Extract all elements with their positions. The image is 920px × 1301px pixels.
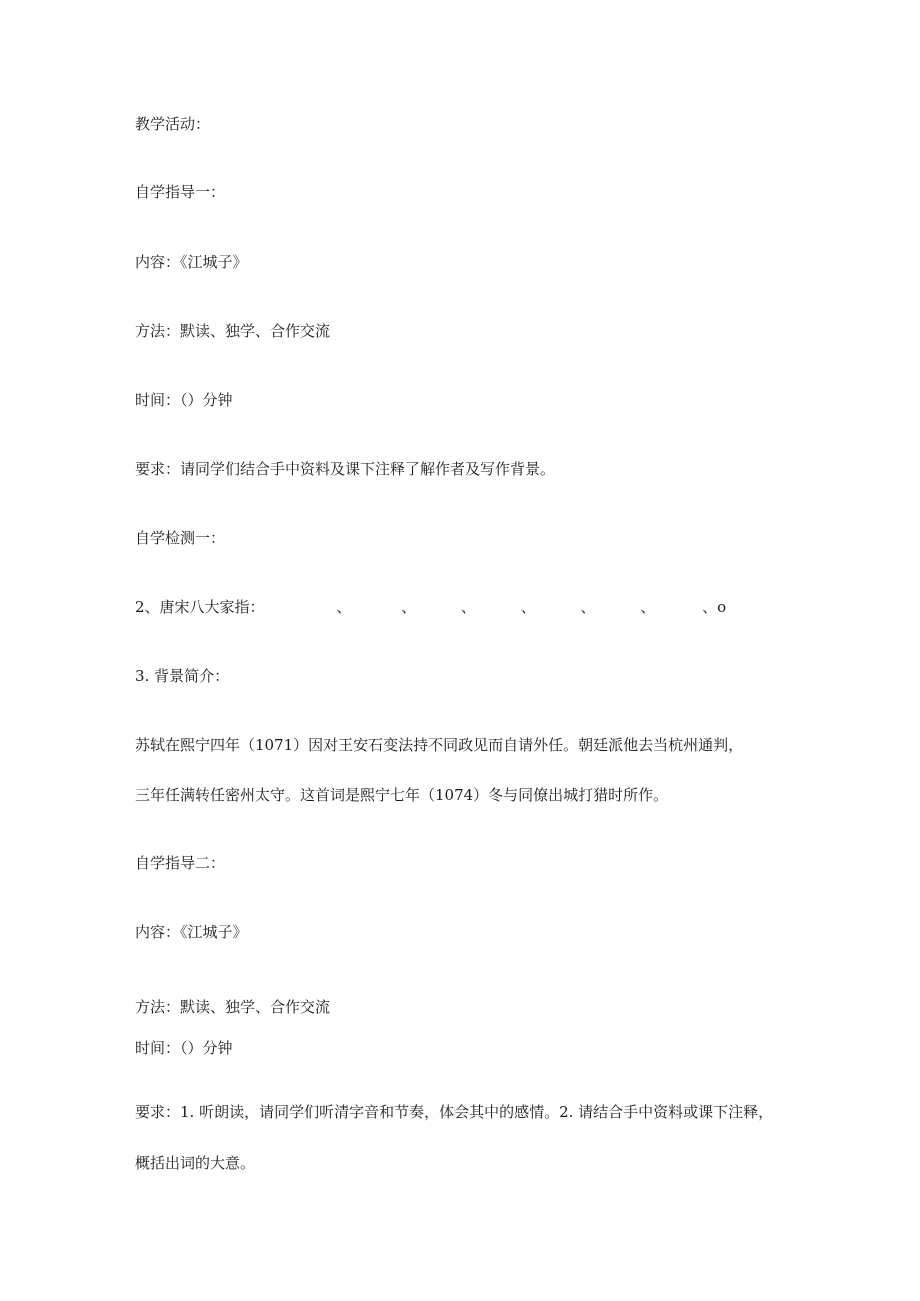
separator: 、	[401, 598, 417, 616]
background-paragraph-line-2: 三年任满转任密州太守。这首词是熙宁七年（1074）冬与同僚出城打猎时所作。	[135, 786, 669, 804]
eight-masters-question	[135, 597, 771, 617]
time-line-1: 时间：（）分钟	[135, 391, 233, 409]
method-line-2: 方法：默读、独学、合作交流	[135, 998, 331, 1016]
requirement-line-2-cont: 概括出词的大意。	[135, 1154, 256, 1172]
heading-self-check-1: 自学检测一：	[135, 529, 226, 547]
content-line-1: 内容：《江城子》	[135, 253, 248, 271]
separator: 、	[580, 598, 596, 616]
time-line-2: 时间：（）分钟	[135, 1039, 233, 1057]
heading-teaching-activities: 教学活动：	[135, 115, 211, 133]
requirement-line-1: 要求：请同学们结合手中资料及课下注释了解作者及写作背景。	[135, 460, 556, 478]
question-prefix: 2、唐宋八大家指：	[135, 598, 265, 616]
separator: 、o	[702, 598, 727, 616]
content-line-2: 内容：《江城子》	[135, 923, 248, 941]
separator: 、	[640, 598, 656, 616]
method-line-1: 方法：默读、独学、合作交流	[135, 322, 331, 340]
requirement-line-2: 要求：1. 听朗读，请同学们听清字音和节奏，体会其中的感情。2. 请结合手中资料或课下注释，	[135, 1103, 774, 1121]
separator: 、	[460, 598, 476, 616]
heading-self-study-guide-1: 自学指导一：	[135, 183, 226, 201]
heading-background-intro: 3. 背景简介：	[135, 667, 230, 685]
separator: 、	[520, 598, 536, 616]
background-paragraph-line-1: 苏轼在熙宁四年（1071）因对王安石变法持不同政见而自请外任。朝廷派他去当杭州通判，	[135, 736, 744, 754]
separator: 、	[336, 598, 352, 616]
heading-self-study-guide-2: 自学指导二：	[135, 854, 226, 872]
